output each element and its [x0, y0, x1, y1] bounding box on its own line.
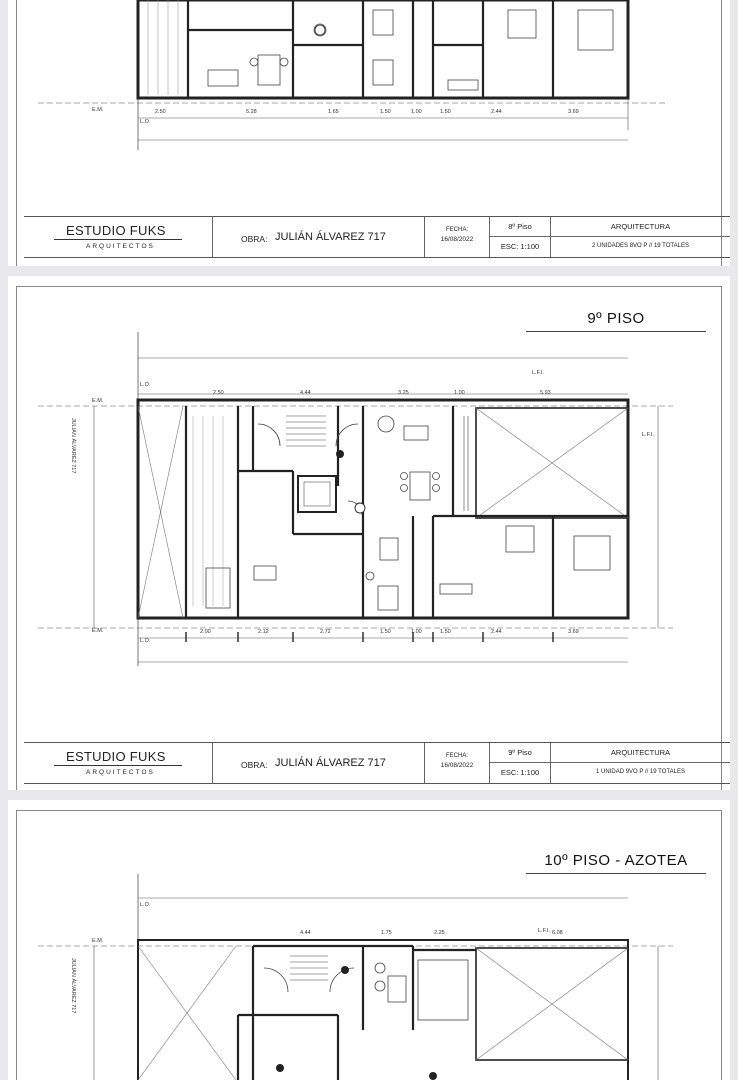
obra-label: OBRA: [241, 234, 268, 244]
dim-top-2: 2.25 [434, 930, 445, 936]
dim-bottom-3: 1.50 [380, 109, 391, 115]
fecha-label: FECHA: [445, 753, 468, 759]
piso-value: 9º Piso [490, 743, 550, 763]
em-label: E.M. [92, 938, 104, 944]
floor-plan-10-drawing [8, 800, 730, 1080]
lo-label-top: L.O. [140, 382, 151, 388]
dim-bottom-0: 2.00 [200, 629, 211, 635]
lo-label-bottom: L.O. [140, 638, 151, 644]
sheet-heading: 9º PISO [526, 310, 706, 332]
dim-top-1: 1.75 [381, 930, 392, 936]
firm-name: ESTUDIO FUKS [66, 749, 166, 764]
area-value: ARQUITECTURA [551, 217, 730, 237]
dim-bottom-4: 1.00 [411, 109, 422, 115]
dim-bottom-7: 3.69 [568, 629, 579, 635]
dim-top-2: 3.25 [398, 390, 409, 396]
units-value: 2 UNIDADES 8VO P // 19 TOTALES [592, 243, 689, 249]
obra-label: OBRA: [241, 760, 268, 770]
plan-sheet-8 [8, 0, 730, 266]
firm-name: ESTUDIO FUKS [66, 223, 166, 238]
floor-plan-9-drawing [8, 276, 730, 790]
scale-value: ESC: 1:100 [500, 768, 540, 777]
firm-cell [24, 217, 213, 257]
title-block-9 [24, 742, 730, 784]
dim-top-3: 1.00 [454, 390, 465, 396]
piso-value: 8º Piso [490, 217, 550, 237]
em-label-top: E.M. [92, 398, 104, 404]
units-value: 1 UNIDAD 9VO P // 19 TOTALES [596, 769, 685, 775]
dim-bottom-0: 2.50 [155, 109, 166, 115]
lfi-label-side: L.F.I. [642, 432, 654, 438]
firm-subtitle: ARQUITECTOS [86, 769, 155, 776]
firm-subtitle: ARQUITECTOS [86, 243, 155, 250]
lo-label: L.O. [140, 902, 151, 908]
dim-bottom-4: 1.00 [411, 629, 422, 635]
dim-top-4: 5.93 [540, 390, 551, 396]
obra-value: JULIÁN ÁLVAREZ 717 [275, 231, 386, 243]
sheet-heading: 10º PISO - AZOTEA [526, 852, 706, 874]
obra-cell [213, 743, 425, 783]
dim-bottom-5: 1.50 [440, 629, 451, 635]
obra-value: JULIÁN ÁLVAREZ 717 [275, 757, 386, 769]
dim-bottom-2: 2.72 [320, 629, 331, 635]
lfi-label-top: L.F.I. [532, 370, 544, 376]
title-block-8 [24, 216, 730, 258]
fecha-cell [425, 217, 490, 257]
dim-bottom-5: 1.50 [440, 109, 451, 115]
firm-cell [24, 743, 213, 783]
em-label-bottom: E.M. [92, 628, 104, 634]
em-label: E.M. [92, 107, 104, 113]
firm-underline [54, 239, 182, 240]
scale-value: ESC: 1:100 [500, 242, 540, 251]
area-value: ARQUITECTURA [551, 743, 730, 763]
fecha-label: FECHA: [445, 227, 468, 233]
dim-bottom-6: 2.44 [491, 109, 502, 115]
dim-bottom-3: 1.50 [380, 629, 391, 635]
fecha-value: 16/08/2022 [440, 762, 474, 769]
fecha-value: 16/08/2022 [440, 236, 474, 243]
piso-cell [490, 743, 551, 783]
plan-sheet-9 [8, 276, 730, 790]
dim-top-1: 4.44 [300, 390, 311, 396]
obra-cell [213, 217, 425, 257]
dim-bottom-1: 2.12 [258, 629, 269, 635]
dim-bottom-7: 3.69 [568, 109, 579, 115]
area-cell [551, 743, 730, 783]
lo-label: L.O. [140, 119, 151, 125]
street-label: JULIAN ÁLVAREZ 717 [70, 418, 76, 474]
street-label: JULIAN ÁLVAREZ 717 [70, 958, 76, 1014]
dim-top-0: 2.50 [213, 390, 224, 396]
dim-bottom-2: 1.65 [328, 109, 339, 115]
piso-cell [490, 217, 551, 257]
dim-top-3: 6.08 [552, 930, 563, 936]
dim-bottom-6: 2.44 [491, 629, 502, 635]
dim-bottom-1: 5.28 [246, 109, 257, 115]
fecha-cell [425, 743, 490, 783]
lfi-label: L.F.I. [538, 928, 550, 934]
plan-sheet-10 [8, 800, 730, 1080]
dim-top-0: 4.44 [300, 930, 311, 936]
firm-underline [54, 765, 182, 766]
area-cell [551, 217, 730, 257]
